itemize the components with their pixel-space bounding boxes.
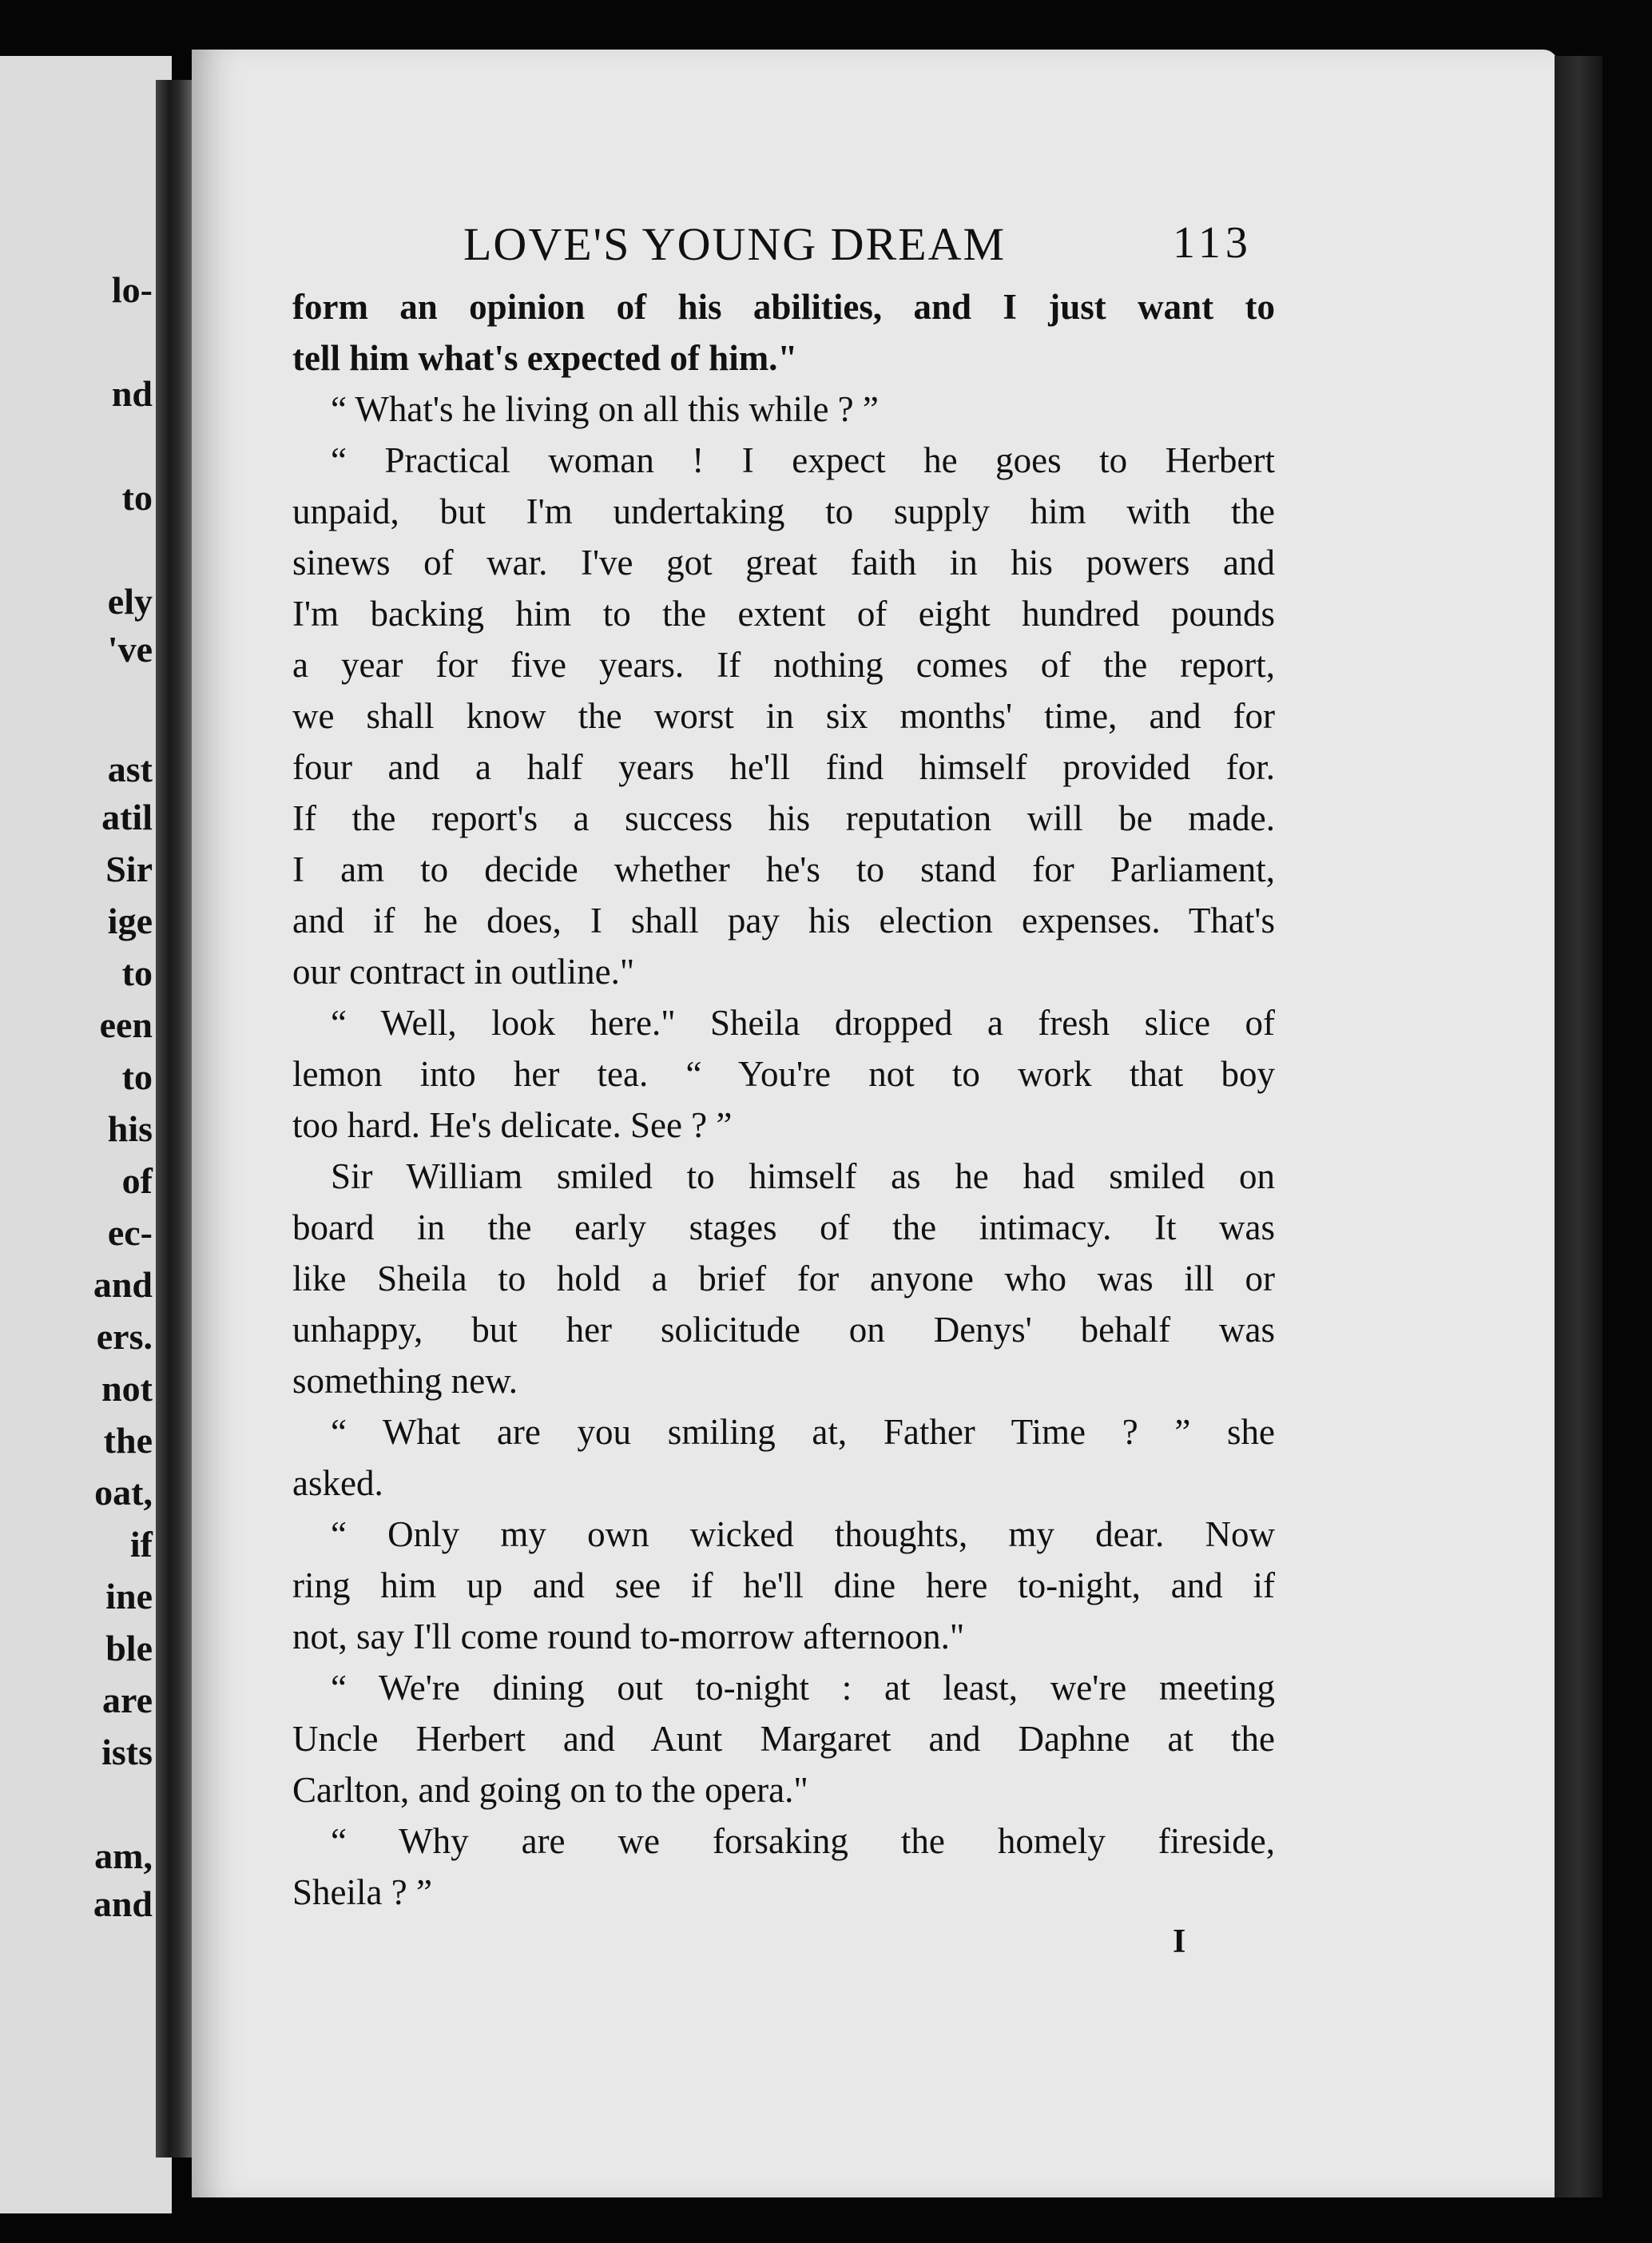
facing-page-fragment: nd: [111, 373, 153, 414]
text-line: something new.: [292, 1361, 518, 1401]
facing-page-fragment: am,: [94, 1835, 153, 1876]
facing-page-fragment: 've: [107, 629, 153, 670]
text-line: ring him up and see if he'll dine here to-night, and if: [292, 1565, 1275, 1605]
text-line: a year for five years. If nothing comes of the report,: [292, 645, 1275, 685]
facing-page-fragment: Sir: [105, 849, 153, 889]
facing-page-fragment: ine: [105, 1576, 153, 1617]
text-line: Sheila ? ”: [292, 1872, 432, 1912]
facing-page-fragment: and: [93, 1883, 153, 1924]
text-line: “ Only my own wicked thoughts, my dear. Now: [331, 1514, 1275, 1554]
facing-page-fragment: of: [121, 1160, 153, 1201]
facing-page-fragment: ast: [107, 749, 153, 789]
facing-page-fragment: atil: [101, 797, 153, 837]
text-line: tell him what's expected of him.": [292, 338, 798, 378]
facing-page-fragment: ely: [107, 581, 153, 622]
text-line: our contract in outline.": [292, 952, 635, 992]
facing-page-fragment: and: [93, 1264, 153, 1305]
facing-page-fragment: oat,: [94, 1472, 153, 1513]
text-line: like Sheila to hold a brief for anyone who was ill or: [292, 1259, 1275, 1298]
page-edge: [1555, 56, 1602, 2197]
facing-page-fragment: een: [99, 1004, 153, 1045]
facing-page-fragment: ers.: [96, 1316, 153, 1357]
facing-page-fragment: to: [121, 477, 153, 518]
text-line: Uncle Herbert and Aunt Margaret and Daphne at the: [292, 1719, 1275, 1759]
text-line: “ We're dining out to-night : at least, we're meeting: [331, 1668, 1275, 1708]
facing-page-fragment: to: [121, 1056, 153, 1097]
text-line: “ What are you smiling at, Father Time ? ” she: [331, 1412, 1275, 1452]
facing-page-fragment: ec-: [107, 1212, 153, 1253]
signature-mark: I: [1173, 1923, 1186, 1960]
text-line: lemon into her tea. “ You're not to work that boy: [292, 1054, 1275, 1094]
text-line: Carlton, and going on to the opera.": [292, 1770, 808, 1810]
text-line: board in the early stages of the intimacy. It was: [292, 1207, 1275, 1247]
text-line: and if he does, I shall pay his election expenses. That's: [292, 901, 1275, 941]
text-line: unhappy, but her solicitude on Denys' behalf was: [292, 1310, 1275, 1350]
text-line: Sir William smiled to himself as he had smiled on: [331, 1156, 1275, 1196]
text-line: If the report's a success his reputation will be made.: [292, 798, 1275, 838]
text-line: not, say I'll come round to-morrow afternoon.": [292, 1617, 965, 1656]
text-line: form an opinion of his abilities, and I just want to: [292, 287, 1275, 327]
facing-page-text: [0, 56, 172, 2213]
text-line: unpaid, but I'm undertaking to supply him with the: [292, 491, 1275, 531]
text-line: “ What's he living on all this while ? ”: [331, 389, 879, 429]
facing-page: [0, 56, 172, 2213]
body-text: [292, 281, 1275, 1918]
facing-page-fragment: to: [121, 952, 153, 993]
text-line: asked.: [292, 1463, 383, 1503]
text-line: we shall know the worst in six months' time, and for: [292, 696, 1275, 736]
facing-page-fragment: his: [107, 1108, 153, 1149]
text-line: I'm backing him to the extent of eight hundred pounds: [292, 594, 1275, 634]
page-number: 113: [1173, 218, 1253, 268]
text-line: four and a half years he'll find himself provided for.: [292, 747, 1275, 787]
facing-page-fragment: lo-: [111, 269, 153, 310]
text-line: “ Practical woman ! I expect he goes to Herbert: [331, 440, 1275, 480]
facing-page-fragment: if: [129, 1524, 153, 1565]
text-line: “ Why are we forsaking the homely fireside,: [331, 1821, 1275, 1861]
facing-page-fragment: are: [101, 1680, 153, 1720]
facing-page-fragment: ists: [101, 1732, 153, 1772]
text-line: sinews of war. I've got great faith in his powers and: [292, 543, 1275, 583]
book-gutter: [156, 80, 194, 2157]
text-line: too hard. He's delicate. See ? ”: [292, 1105, 733, 1145]
running-head: LOVE'S YOUNG DREAM: [463, 218, 1007, 270]
facing-page-fragment: ble: [105, 1628, 153, 1668]
facing-page-fragment: not: [101, 1368, 153, 1409]
facing-page-fragment: ige: [107, 901, 153, 941]
text-line: I am to decide whether he's to stand for Parliament,: [292, 849, 1275, 889]
facing-page-fragment: the: [103, 1420, 153, 1461]
text-line: “ Well, look here." Sheila dropped a fresh slice of: [331, 1003, 1275, 1043]
